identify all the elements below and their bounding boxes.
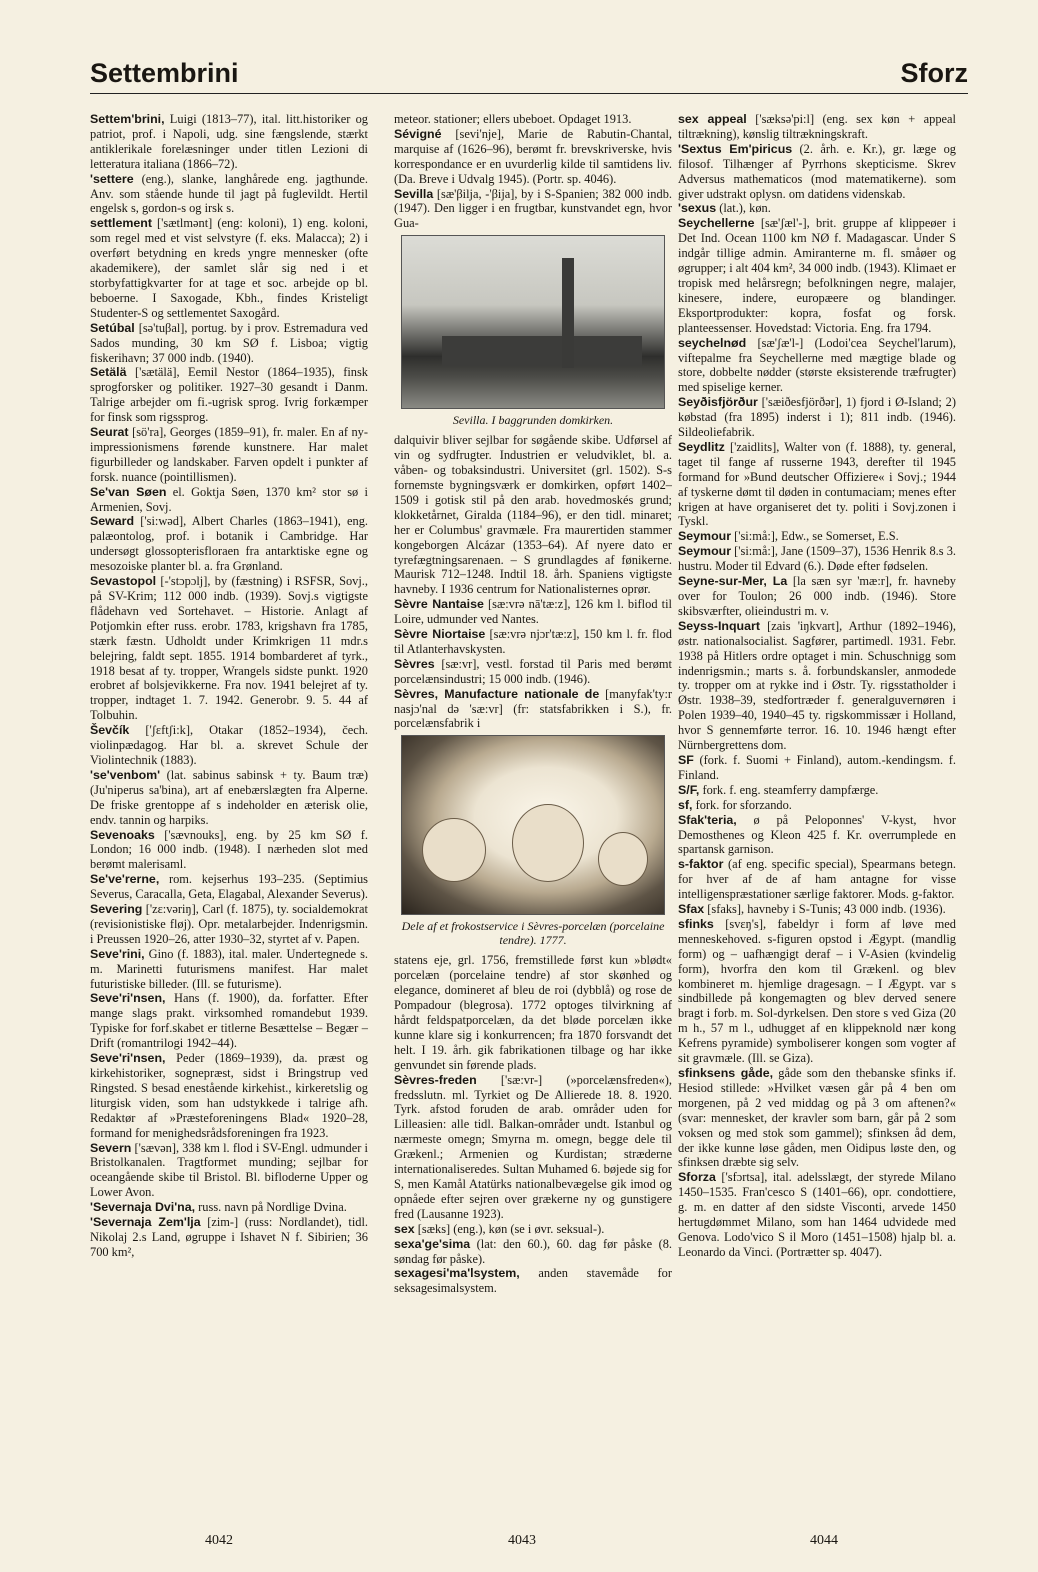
dictionary-entry [90,321,368,366]
entry-headword: Sfak'teria, [678,812,737,827]
dictionary-entry [394,1073,672,1222]
entry-headword: settlement [90,216,152,231]
entry-headword: Seward [90,514,135,529]
entry-headword: sexagesi'ma'lsystem, [394,1266,520,1281]
entry-headword: sexa'ge'sima [394,1236,471,1251]
entry-headword: Seve'ri'nsen, [90,1051,166,1066]
column-1 [90,112,368,1487]
cream-jug [598,832,648,886]
dictionary-entry [678,112,956,142]
sevilla-photo [401,235,665,409]
entry-headword: 'Sextus Em'piricus [678,141,793,156]
page-header [90,58,968,94]
dictionary-entry [678,753,956,783]
dictionary-entry [394,127,672,187]
column-2-mid [394,433,672,731]
dictionary-entry [394,1237,672,1267]
dictionary-entry [394,953,672,1072]
entry-headword: S/F, [678,782,700,797]
dictionary-entry [678,857,956,902]
dictionary-entry [678,201,956,216]
entry-headword: Seymour [678,529,732,544]
column-2-top [394,112,672,231]
dictionary-entry [90,112,368,172]
dictionary-entry [678,574,956,619]
entry-text: (lat. sabinus sabinsk + ty. Baum træ) (Ju'niperus sa'bina), art af enebærslægten fra Alperne. De friske grentoppe af s indeholder en æterisk olie, endv. tannin og harpiks. [90,767,368,827]
entry-text: [sæ:vrə njɔr'tæ:z], 150 km l. fr. flod til Atlanterhavskysten. [394,627,672,656]
entry-text: [zais 'iŋkvart], Arthur (1892–1946), østr. nationalsocialist. Sagfører, partimedl. 1931. Febr. 1938 på Hitlers ordre optaget i min. Schuschnigg som indenrigsmin.; marts s. å. forbundskansler, anmodede ty. tropper om at rykke ind i Østr. Ty. rigsstatholder i Østr. 1938–39, stedfortræder f. generalguvernøren i Polen 1939–40, 1940–45 ty. rigskommissær i Holland, hvor S gennemførte terror. 16. 10. 1946 hængt efter Nürnbergrettens dom. [678,618,956,753]
entry-headword: Sfax [678,902,705,917]
entry-headword: Sévigné [394,126,442,141]
page-number-right: 4044 [810,1533,838,1548]
entry-headword: SF [678,752,694,767]
column-3 [678,112,956,1487]
entry-text: Hans (f. 1900), da. forfatter. Efter mange slags prakt. virksomhed romandebut 1939. Typiske for forf.skabet er titlerne Besættelse – Begær – Drift (romantrilogi 1942–44). [90,991,368,1051]
dictionary-entry [90,574,368,723]
entry-headword: Sevenoaks [90,827,155,842]
entry-text: ['sætälä], Eemil Nestor (1864–1935), finsk sprogforsker og politiker. 1927–30 gesandt i Danm. Talrige arbejder om fi.-ugrisk sprog. Ivrig forkæmper for finsk som rigssprog. [90,365,368,425]
page-number-middle: 4043 [508,1533,536,1548]
entry-headword: 'se'venbom' [90,767,161,782]
entry-text: meteor. stationer; ellers ubeboet. Opdaget 1913. [394,112,632,126]
dictionary-entry [394,187,672,232]
entry-headword: Setúbal [90,320,135,335]
dictionary-entry [678,440,956,529]
entry-text: [sæks] (eng.), køn (se i øvr. seksual-). [414,1221,605,1236]
entry-text: [sæ:vrə nā'tæ:z], 126 km l. biflod til Loire, udmunder ved Nantes. [394,597,672,627]
entry-headword: 'sexus [678,201,717,216]
dictionary-entry [678,336,956,396]
entry-headword: Seychellerne [678,216,755,231]
entry-text: [sə'tuβal], portug. by i prov. Estremadura ved Sados munding, 30 km SØ f. Lisboa; vigtig fiskerihavn; 37 000 indb. (1940). [90,320,368,365]
dictionary-entry [678,1066,956,1170]
dictionary-entry [90,1200,368,1215]
figure-sevilla-caption: Sevilla. I baggrunden domkirken. [452,413,614,428]
dictionary-entry [678,783,956,798]
entry-text: (lat.), køn. [716,201,771,216]
dictionary-entry [90,1215,368,1260]
entry-headword: Sforza [678,1170,716,1185]
entry-text: ['si:wəd], Albert Charles (1863–1941), eng. palæontolog, prof. i botanik i Cambridge. Har undersøgt glossopterisfloraen fra antarktiske egne og mesozoiske planter bl. a. fra Grønland. [90,514,368,574]
dictionary-entry [678,216,956,335]
entry-headword: Seyðisfjörður [678,395,758,410]
entry-headword: Severing [90,902,143,917]
entry-text: ['sæ:vr-] (»porcelænsfreden«), fredsslutn. ml. Tyrkiet og De Allierede 18. 8. 1920. Tyrk. afstod foruden de arab. områder uden for Lilleasien: alle tidl. Balkan-områder undt. Istanbul og nærmeste omegn; Smyrna m. omegn, begge dele til Grækenl.; Armenien og Kurdistan; stræderne internationaliseredes. Sultan Muhamed 6. bøjede sig for S, men Kamål Atatürks nationalbevægelse gik imod og opnåede efter sejren over grækerne ny og gunstigere fred (Lausanne 1923). [394,1072,672,1221]
dictionary-entry [678,813,956,858]
entry-headword: Se'van Søen [90,484,167,499]
column-2 [394,112,672,1487]
entry-text: ['si:må:], Jane (1509–37), 1536 Henrik 8.s 3. hustru. Moder til Edvard (6.). Døde efter fødselen. [678,544,956,574]
dictionary-entry [90,365,368,425]
entry-headword: Ševčík [90,723,130,738]
entry-text: ['sfɔrtsa], ital. adelsslægt, der styrede Milano 1450–1535. Fran'cesco S (1401–66), opr. condottiere, g. m. en datter af den sidste Visconti, arvede 1450 hertugdømmet Milano, som han 1464 udvidede med Genova. Lodo'vico S il Moro (1451–1508) hjalp bl. a. Leonardo da Vinci. (Portrætter sp. 4047). [678,1170,956,1259]
dictionary-entry [90,216,368,320]
entry-text: [sæ'βilja, -'βija], by i S-Spanien; 382 000 indb. (1947). Den ligger i en frugtbar, kunstvandet egn, hvor Gua- [394,186,672,231]
dictionary-entry [90,991,368,1051]
dictionary-entry [394,657,672,687]
entry-headword: sfinksens gåde, [678,1066,774,1080]
dictionary-entry [678,395,956,440]
entry-text: ['zaidlits], Walter von (f. 1888), ty. general, taget til fange af russerne 1943, derefter til 1945 formand for »Bund deutscher Offiziere« i Sovj.; 1944 af tyskerne dømt til døden in contumaciam; menes efter krigen at have organiseret det ty. politi i Sovj.zonen i Tyskl. [678,439,956,529]
cathedral-roof [442,336,642,366]
entry-headword: Sèvres, Manufacture nationale de [394,686,600,701]
entry-text: ['sæksə'pi:l] (eng. sex køn + appeal tiltrækning), kønslig tiltrækningskraft. [678,112,956,141]
figure-sevres [394,735,672,947]
entry-headword: Sèvre Nantaise [394,597,484,612]
dictionary-entry [394,1266,672,1296]
dictionary-entry [678,798,956,813]
dictionary-entry [90,947,368,992]
entry-text: (af eng. specific special), Spearmans betegn. for hver af de af ham antagne for visse intelligenspræstationer særlige faktorer. Mods. g-faktor. [678,857,956,902]
entry-text: fork. for sforzando. [692,797,792,812]
entry-text: [svεŋ's], fabeldyr i form af løve med menneskehoved. s-figuren opstod i Ægypt. (mandlig form) og – uafhængigt deraf – i V-Asien (kvindelig form), hvorfra den kom til Grækenl. og blev kombineret m. hjemlige dragesagn. – I Ægypt. var s sindbillede på kongemagten og blev derved senere bragt i forb. m. Sol-dyrkelsen. Den store s ved Giza (20 m h., 57 m l., udhugget af en klippeknold nær kong Kefrens pyramide) symboliserer kongen som vogter af sit gravmæle. (Ill. se Giza). [678,916,956,1066]
dictionary-entry [394,1222,672,1237]
entry-headword: Seyss-Inquart [678,618,760,633]
entry-text: Peder (1869–1939), da. præst og kirkehistoriker, sognepræst, sidst i Bringstrup ved Ringsted. S besad enestående kirkehist., kirkeretslig og liturgisk viden, som han udstykkede i talrige afh. Redaktør af »Præsteforeningens Blad« 1920–28, formand for menighedsrådsforeningen fra 1923. [90,1051,368,1140]
entry-text: ['sætlmənt] (eng: koloni), 1) eng. koloni, som regel med et vist selvstyre (f. eks. Malacca); 2) i overført betydning en kreds yngre mennesker (ofte akademikere), der samlet slår sig ned i et storbyfattigkvarter for at tage et soc. arbejde op bl. beboerne. I Saxogade, Kbh., findes Kristeligt Studenter-S og settlementet Saxogård. [90,216,368,320]
giralda-tower [562,258,574,368]
entry-text: Gino (f. 1883), ital. maler. Undertegnede s. m. Marinetti futurismens manifest. Har malet futuristiske billeder. (Ill. se futurisme). [90,946,368,991]
entry-text: [zim-] (russ: Nordlandet), tidl. Nikolaj 2.s Land, øgruppe i Ishavet N f. Sibirien; 36 700 km², [90,1215,368,1259]
dictionary-entry [90,828,368,873]
entry-text: ['zɛ:vəriŋ], Carl (f. 1875), ty. socialdemokrat (revisionistiske fløj). Opr. metalarbejder. Indenrigsmin. i Preussen 1920–26, atter 1930–32, styrtet af v. Papen. [90,902,368,946]
dictionary-entry [394,627,672,657]
entry-text: ['sævən], 338 km l. flod i SV-Engl. udmunder i Bristolkanalen. Tragtformet munding; sejlbar for oceangående skibe til Bristol. Bl. bifloderne Upper og Lower Avon. [90,1140,368,1200]
entry-text: fork. f. eng. steamferry dampfærge. [699,782,879,797]
entry-headword: Sevilla [394,186,434,201]
dictionary-entry [90,768,368,828]
entry-headword: Seyne-sur-Mer, La [678,574,788,589]
entry-headword: sex [394,1221,415,1236]
entry-headword: s-faktor [678,857,724,872]
dictionary-entry [90,425,368,485]
entry-headword: Sèvres [394,656,435,671]
entry-text: el. Goktja Søen, 1370 km² stor sø i Armenien, Sovj. [90,484,368,514]
entry-headword: 'settere [90,171,134,186]
dictionary-entry [678,529,956,544]
entry-text: [la sæn syr 'mæ:r], fr. havneby over for Toulon; 26 000 indb. (1946). Store skibsværfter, olieindustri m. v. [678,574,956,618]
entry-headword: Settem'brini, [90,112,165,126]
dictionary-entry [678,544,956,574]
dictionary-entry [394,112,672,127]
teapot [422,818,486,882]
entry-headword: seychelnød [678,335,747,350]
dictionary-entry [90,872,368,902]
entry-text: ['ʃɛftʃi:k], Otakar (1852–1934), čech. violinpædagog. Har bl. a. skrevet Schule der Violintechnik (1883). [90,723,368,767]
entry-headword: 'Severnaja Dvi'na, [90,1200,196,1215]
entry-text: (fork. f. Suomi + Finland), autom.-kendingsm. f. Finland. [678,752,956,782]
entry-headword: Sèvres-freden [394,1072,477,1087]
entry-text: (2. årh. e. Kr.), gr. læge og filosof. Tilhænger af Pyrrhons skepticisme. Skrev Adversus mathematicos (mod matematikerne). som giver udstrakt oplysn. om datidens videnskab. [678,141,956,201]
sevres-porcelain-photo [401,735,665,915]
dictionary-entry [90,902,368,947]
entry-headword: Sèvre Niortaise [394,627,486,642]
entry-text: [sfaks], havneby i S-Tunis; 43 000 indb. (1936). [704,902,946,917]
entry-headword: Severn [90,1140,132,1155]
entry-text: [sæ'ʃæ'l-] (Lodoi'cea Seychel'larum), viftepalme fra Seychellerne med mægtige blade og store, dobbelte nødder (største eksisterende træfrugter) med spiselige kerner. [678,335,956,395]
entry-headword: Seve'rini, [90,946,145,961]
entry-headword: sf, [678,797,693,812]
dictionary-entry [678,917,956,1066]
page-number-left: 4042 [205,1533,233,1548]
dictionary-entry [394,597,672,627]
entry-text: ['sæiðesfjörðər], 1) fjord i Ø-Island; 2) købstad (fra 1895) inderst i 1); 811 indb. (1946). Sildeoliefabrik. [678,395,956,440]
dictionary-entry [90,485,368,515]
right-running-head: Sforz [900,58,968,88]
entry-text: ['sævnouks], eng. by 25 km SØ f. London; 16 000 indb. (1948). I nærheden slot med berømt malerisaml. [90,827,368,872]
entry-text: [sevi'nje], Marie de Rabutin-Chantal, marquise af (1626–96), berømt fr. brevskriverske, hvis korrespondance er en uvurderlig kilde til samtidens liv. (Da. Breve i Udvalg 1945). (Portr. sp. 4046). [394,126,672,186]
entry-text: ['si:må:], Edw., se Somerset, E.S. [731,529,899,544]
entry-text: russ. navn på Nordlige Dvina. [195,1200,347,1215]
entry-headword: Setälä [90,365,127,380]
entry-headword: Sevastopol [90,574,157,589]
entry-text: dalquivir bliver sejlbar for søgående skibe. Udførsel af vin og sydfrugter. Industrien er veludviklet, bl. a. våben- og tobaksindustri. Universitet (grl. 1502). S-s fornemste bygningsværk er domkirken, opført 1402–1509 i gotisk stil på den arab. hovedmoskés grund; klokketårnet, Giralda (1184–96), er den tidl. minaret; her er Columbus' gravmæle. Fra maurertiden stammer kongeborgen Alcázar (1353–64). Af nyere dato er tyrefægtningsarenaen. – S grundlagdes af fønikerne. Maurisk 712–1248. Indtil 18. årh. Spaniens vigtigste havneby. I 1936 centrum for Nationalisternes oprør. [394,433,672,597]
dictionary-entry [90,1141,368,1201]
entry-text: gåde som den thebanske sfinks if. Hesiod stillede: »Hvilket væsen går på 4 ben om morgenen, på 2 ved middag og på 3 om aftenen?« (svar: mennesket, der kravler som barn, går på 2 som voksen og med stok som gammel); sfinksen åd dem, der ikke kunne løse gåden, men Oidipus løste den, og sfinksen dræbte sig selv. [678,1066,956,1170]
dictionary-entry [678,619,956,753]
column-2-bottom [394,953,672,1296]
dictionary-entry [90,172,368,217]
entry-headword: sex appeal [678,112,747,126]
sugar-bowl [512,804,584,882]
entry-headword: Seurat [90,425,129,440]
entry-headword: Se've'rerne, [90,872,160,887]
entry-text: [manyfak'ty:r nasjɔ'nal də 'sæ:vr] (fr: statsfabrikken i S.), fr. porcelænsfabrik i [394,686,672,731]
dictionary-entry [394,433,672,597]
entry-text: [sö'ra], Georges (1859–91), fr. maler. En af ny-impressionismens førende kunstnere. Har malet figurbilleder og landskaber. Farven opdelt i punkter af forsk. nuance (pointillismen). [90,425,368,484]
entry-headword: Seve'ri'nsen, [90,991,166,1006]
entry-text: ø på Peloponnes' V-kyst, hvor Demosthenes og Kleon 425 f. Kr. overrumplede en spartansk garnison. [678,812,956,857]
entry-text: rom. kejserhus 193–235. (Septimius Severus, Caracalla, Geta, Elagabal, Alexander Severus). [90,872,368,902]
header-rule [90,93,968,94]
entry-text: Luigi (1813–77), ital. litt.historiker og patriot, prof. i Napoli, udg. sine fængslende, stærkt antiklerikale forelæsninger under titlen Lezioni di letteratura italiana (1866–72). [90,112,368,171]
entry-text: [-'stɔpɔlj], by (fæstning) i RSFSR, Sovj., på SV-Krim; 112 000 indb. (1939). Sovj.s vigtigste flådehavn ved Sortehavet. – Historie. Anlagt af Potjomkin efter russ. erobr. 1783, krigshavn fra 1785, stærk fæstn. Udholdt under Krimkrigen 11 mdr.s belejring, faldt sept. 1855. 1914 bombarderet af tyrk., 1918 besat af ty. tropper, Wrangels sidste punkt. 1920 erobret af bolsjevikkerne. Fra nov. 1941 belejret af ty. tropper, indtaget 1. 7. 1942. Generobr. 9. 5. 44 af Tolbuhin. [90,574,368,723]
dictionary-entry [90,723,368,768]
dictionary-entry [678,902,956,917]
dictionary-entry [394,687,672,732]
dictionary-entry [678,142,956,202]
entry-headword: sfinks [678,916,714,931]
entry-text: anden stavemåde for seksagesimalsystem. [394,1266,672,1296]
entry-headword: Seydlitz [678,439,725,454]
left-running-head: Settembrini [90,58,239,88]
entry-text: (lat: den 60.), 60. dag før påske (8. søndag før påske). [394,1236,672,1266]
dictionary-entry [90,1051,368,1140]
entry-text: [sæ'ʃæl'-], brit. gruppe af klippeøer i Det Ind. Ocean 1100 km NØ f. Madagascar. Under S indgår tillige admin. Amiranterne m. fl. småøer og øgrupper; i alt 404 km², 34 000 indb. (1943). Klimaet er tropisk med helårsregn; befolkningen negre, malajer, kinesere, indere, europæere og blandinger. Eksportprodukter: kopra, fosfat og forsk. planteessenser. Hovedstad: Victoria. Eng. fra 1794. [678,216,956,335]
figure-sevilla [394,235,672,427]
entry-text: statens eje, grl. 1756, fremstillede først kun »blødt« porcelæn (porcelaine tendre) af stor skønhed og elegance, domineret af bleu de roi (dybblå) og rose de Pompadour (blegrosa). 1772 optoges tilvirkning af hårdt feldspatporcelæn, da det bløde porcelæn ikke kunne klare sig i konkurrencen; fra 1870 forsvandt det helt. I 19. årh. gik fabrikationen tilbage og har ikke genvundet sin førende plads. [394,953,672,1072]
entry-headword: 'Severnaja Zem'lja [90,1215,201,1230]
entry-headword: Seymour [678,544,732,559]
dictionary-entry [90,514,368,574]
dictionary-entry [678,1170,956,1259]
entry-text: (eng.), slanke, langhårede eng. jagthunde. Anv. som stående hunde til jagt på fuglevildt. Hertil engelsk s, gordon-s og irsk s. [90,171,368,216]
entry-text: [sæ:vr], vestl. forstad til Paris med berømt porcelænsindustri; 15 000 indb. (1946). [394,656,672,686]
figure-sevres-caption: Dele af et frokostservice i Sèvres-porcelæn (porcelaine tendre). 1777. [401,919,665,948]
